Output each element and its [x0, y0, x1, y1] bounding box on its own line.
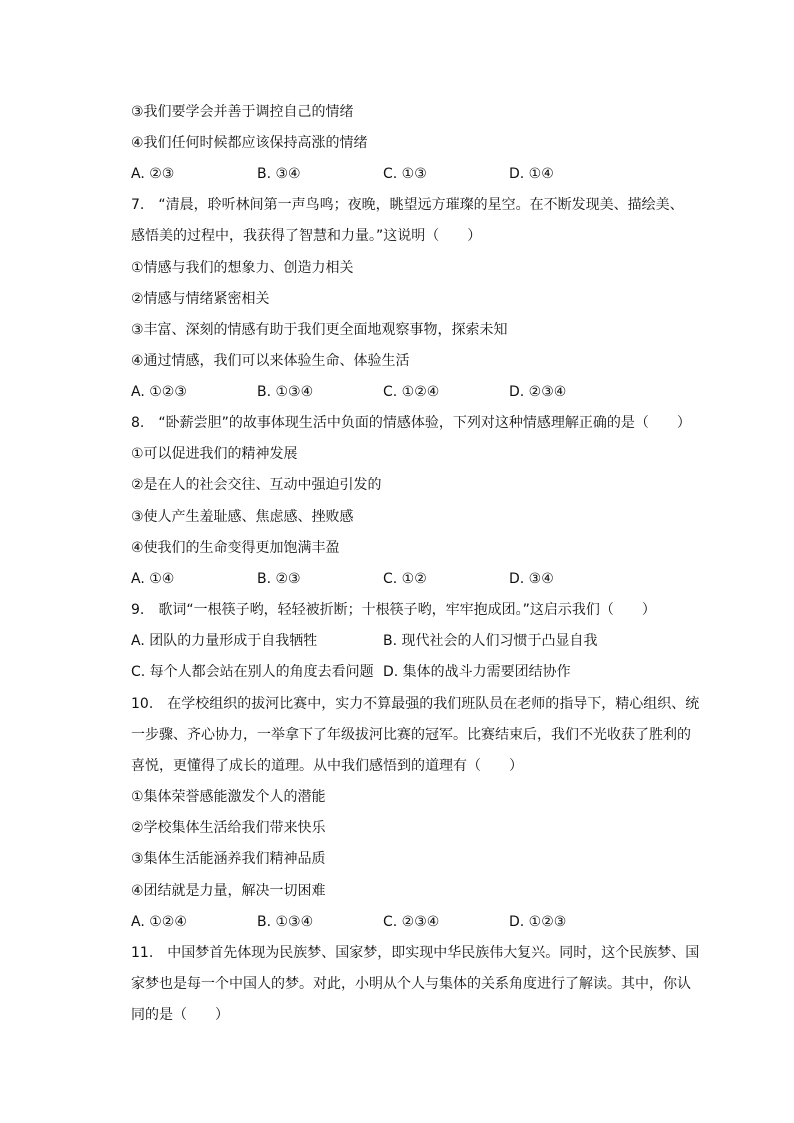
- option-d[interactable]: D. 集体的战斗力需要团结协作: [383, 664, 571, 680]
- question-11-stem: 家梦也是每一个中国人的梦。对此，小明从个人与集体的关系角度进行了解读。其中，你认: [131, 976, 691, 992]
- statement: ③我们要学会并善于调控自己的情绪: [131, 104, 354, 120]
- option-d[interactable]: D. ②③④: [509, 384, 567, 400]
- question-7-stem: 7. “清晨，聆听林间第一声鸟鸣；夜晚，眺望远方璀璨的星空。在不断发现美、描绘美、: [131, 197, 684, 213]
- statement: ②情感与情绪紧密相关: [131, 291, 270, 307]
- option-b[interactable]: B. ③④: [257, 166, 301, 182]
- statement: ②是在人的社会交往、互动中强迫引发的: [131, 477, 382, 493]
- statement: ③使人产生羞耻感、焦虑感、挫败感: [131, 509, 354, 525]
- statement: ④团结就是力量，解决一切困难: [131, 883, 326, 899]
- statement: ①集体荣誉感能激发个人的潜能: [131, 789, 326, 805]
- options-row: [131, 569, 701, 589]
- question-10-stem: 10. 在学校组织的拔河比赛中，实力不算最强的我们班队员在老师的指导下，精心组织、统: [131, 696, 700, 712]
- option-c[interactable]: C. ①②: [383, 571, 427, 587]
- question-10-stem: 喜悦，更懂得了成长的道理。从中我们感悟到的道理有（ ）: [131, 758, 523, 774]
- option-b[interactable]: B. ②③: [257, 571, 301, 587]
- options-row: [131, 662, 701, 682]
- question-9-stem: 9. 歌词“一根筷子哟，轻轻被折断；十根筷子哟，牢牢抱成团。”这启示我们（ ）: [131, 602, 656, 618]
- question-7-stem: 感悟美的过程中，我获得了智慧和力量。”这说明（ ）: [131, 228, 482, 244]
- statement: ③集体生活能涵养我们精神品质: [131, 851, 326, 867]
- option-b[interactable]: B. 现代社会的人们习惯于凸显自我: [383, 633, 598, 649]
- statement: ①可以促进我们的精神发展: [131, 446, 298, 462]
- option-a[interactable]: A. ①②③: [131, 384, 187, 400]
- question-10-stem: 一步骤、齐心协力，一举拿下了年级拔河比赛的冠军。比赛结束后，我们不光收获了胜利的: [131, 727, 691, 743]
- options-row: [131, 382, 701, 402]
- statement: ③丰富、深刻的情感有助于我们更全面地观察事物，探索未知: [131, 322, 508, 338]
- statement: ④通过情感，我们可以来体验生命、体验生活: [131, 353, 410, 369]
- option-c[interactable]: C. 每个人都会站在别人的角度去看问题: [131, 664, 374, 680]
- statement: ④使我们的生命变得更加饱满丰盈: [131, 540, 340, 556]
- statement: ②学校集体生活给我们带来快乐: [131, 820, 326, 836]
- option-c[interactable]: C. ①②④: [383, 384, 440, 400]
- statement: ④我们任何时候都应该保持高涨的情绪: [131, 135, 368, 151]
- option-d[interactable]: D. ①②③: [509, 914, 567, 930]
- statement: ①情感与我们的想象力、创造力相关: [131, 260, 354, 276]
- option-a[interactable]: A. ①④: [131, 571, 175, 587]
- question-11-stem: 同的是（ ）: [131, 1007, 229, 1023]
- option-d[interactable]: D. ③④: [509, 571, 554, 587]
- option-c[interactable]: C. ②③④: [383, 914, 440, 930]
- option-b[interactable]: B. ①③④: [257, 384, 314, 400]
- option-a[interactable]: A. ①②④: [131, 914, 187, 930]
- option-a[interactable]: A. 团队的力量形成于自我牺牲: [131, 633, 318, 649]
- options-row: [131, 164, 701, 184]
- option-a[interactable]: A. ②③: [131, 166, 175, 182]
- question-8-stem: 8. “卧薪尝胆”的故事体现生活中负面的情感体验，下列对这种情感理解正确的是（ ）: [131, 415, 691, 431]
- option-d[interactable]: D. ①④: [509, 166, 554, 182]
- options-row: [131, 912, 701, 932]
- question-11-stem: 11. 中国梦首先体现为民族梦、国家梦，即实现中华民族伟大复兴。同时，这个民族梦、国: [131, 945, 700, 961]
- option-b[interactable]: B. ①③④: [257, 914, 314, 930]
- options-row: [131, 631, 701, 651]
- option-c[interactable]: C. ①③: [383, 166, 427, 182]
